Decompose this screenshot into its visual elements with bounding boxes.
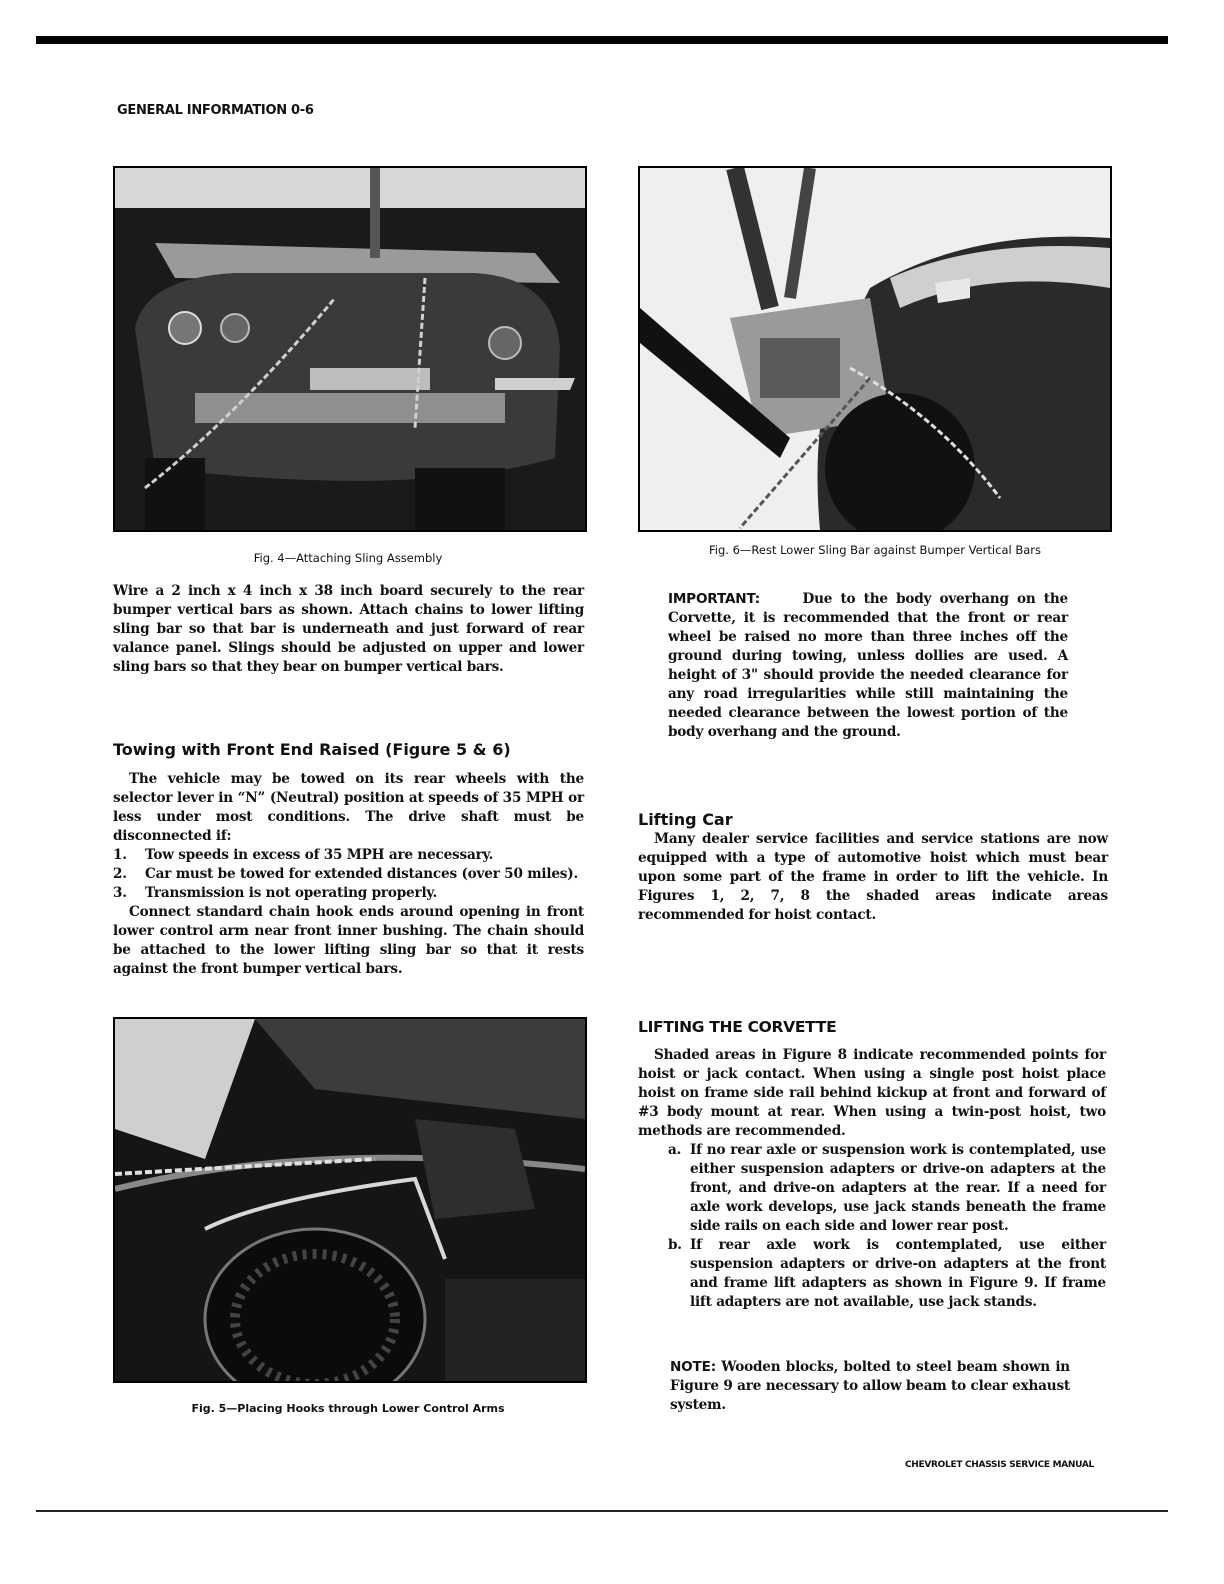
figure-6-caption: Fig. 6—Rest Lower Sling Bar against Bumper Vertical Bars [709, 543, 1041, 557]
lifting-corvette-section [638, 1046, 1106, 1312]
top-rule [36, 36, 1168, 44]
figure-4-photo [113, 166, 587, 532]
towing-paragraph: The vehicle may be towed on its rear wheels with the selector lever in “N” (Neutral) position at speeds of 35 MPH or less under most conditions. The drive shaft must be disconnected if: [113, 771, 584, 844]
towing-heading: Towing with Front End Raised (Figure 5 & 6) [113, 740, 511, 759]
page-footer: CHEVROLET CHASSIS SERVICE MANUAL [905, 1460, 1094, 1470]
figure-4-image [115, 168, 585, 530]
note-block [670, 1358, 1070, 1415]
towing-list-item: 1. Tow speeds in excess of 35 MPH are necessary. [113, 847, 494, 863]
towing-section [113, 770, 584, 979]
note-label: NOTE: [670, 1359, 716, 1375]
lifting-car-paragraph: Many dealer service facilities and service stations are now equipped with a type of automotive hoist which must bear upon some part of the frame in order to lift the vehicle. In Figures 1, 2, 7, 8 the shaded areas indicate areas recommended for hoist contact. [638, 831, 1108, 923]
connect-paragraph: Connect standard chain hook ends around opening in front lower control arm near front inner bushing. The chain should be attached to the lower lifting sling bar so that it rests against the front bumper vertical bars. [113, 904, 584, 977]
figure-5-caption: Fig. 5—Placing Hooks through Lower Control Arms [191, 1402, 505, 1415]
lifting-corvette-paragraph: Shaded areas in Figure 8 indicate recommended points for hoist or jack contact. When using a single post hoist place hoist on frame side rail behind kickup at front and forward of #3 body mount at rear. When using a twin-post hoist, two methods are recommended. [638, 1047, 1106, 1139]
figure-6-photo [638, 166, 1112, 532]
page-header: GENERAL INFORMATION 0-6 [117, 103, 314, 118]
figure-6-image [640, 168, 1110, 530]
intro-paragraph: Wire a 2 inch x 4 inch x 38 inch board securely to the rear bumper vertical bars as shown. Attach chains to lower lifting sling bar so that bar is underneath and just forward of rear valance panel. Slings should be adjusted on upper and lower sling bars so that they bear on bumper vertical bars. [113, 583, 584, 675]
important-label: IMPORTANT: [668, 591, 761, 607]
towing-list-item: 2. Car must be towed for extended distances (over 50 miles). [113, 866, 579, 882]
lifting-car-section [638, 830, 1108, 925]
lifting-car-heading: Lifting Car [638, 810, 733, 829]
figure-5-image [115, 1019, 585, 1381]
note-text: Wooden blocks, bolted to steel beam shown in Figure 9 are necessary to allow beam to clear exhaust system. [670, 1359, 1070, 1413]
method-item: a. If no rear axle or suspension work is contemplated, use either suspension adapters or drive-on adapters at the front, and drive-on adapters at the rear. If a need for axle work develops, use jack stands beneath the frame side rails on each side and lower rear post. [668, 1142, 1106, 1234]
important-text: Due to the body overhang on the Corvette, it is recommended that the front or rear wheel be raised no more than three inches off the ground during towing, unless dollies are used. A height of 3" should provide the needed clearance for any road irregularities while still maintaining the needed clearance between the lowest portion of the body overhang and the ground. [668, 591, 1068, 740]
methods-list [638, 1141, 1106, 1312]
left-intro-text [113, 582, 584, 677]
figure-5-photo [113, 1017, 587, 1383]
bottom-rule [36, 1510, 1168, 1512]
towing-list-item: 3. Transmission is not operating properly. [113, 885, 438, 901]
figure-4-caption: Fig. 4—Attaching Sling Assembly [253, 551, 443, 565]
important-note [668, 590, 1068, 742]
lifting-corvette-heading: LIFTING THE CORVETTE [638, 1018, 837, 1036]
towing-list [113, 846, 584, 903]
method-item: b. If rear axle work is contemplated, use either suspension adapters or drive-on adapters at the front and frame lift adapters as shown in Figure 9. If frame lift adapters are not available, use jack stands. [668, 1237, 1106, 1310]
